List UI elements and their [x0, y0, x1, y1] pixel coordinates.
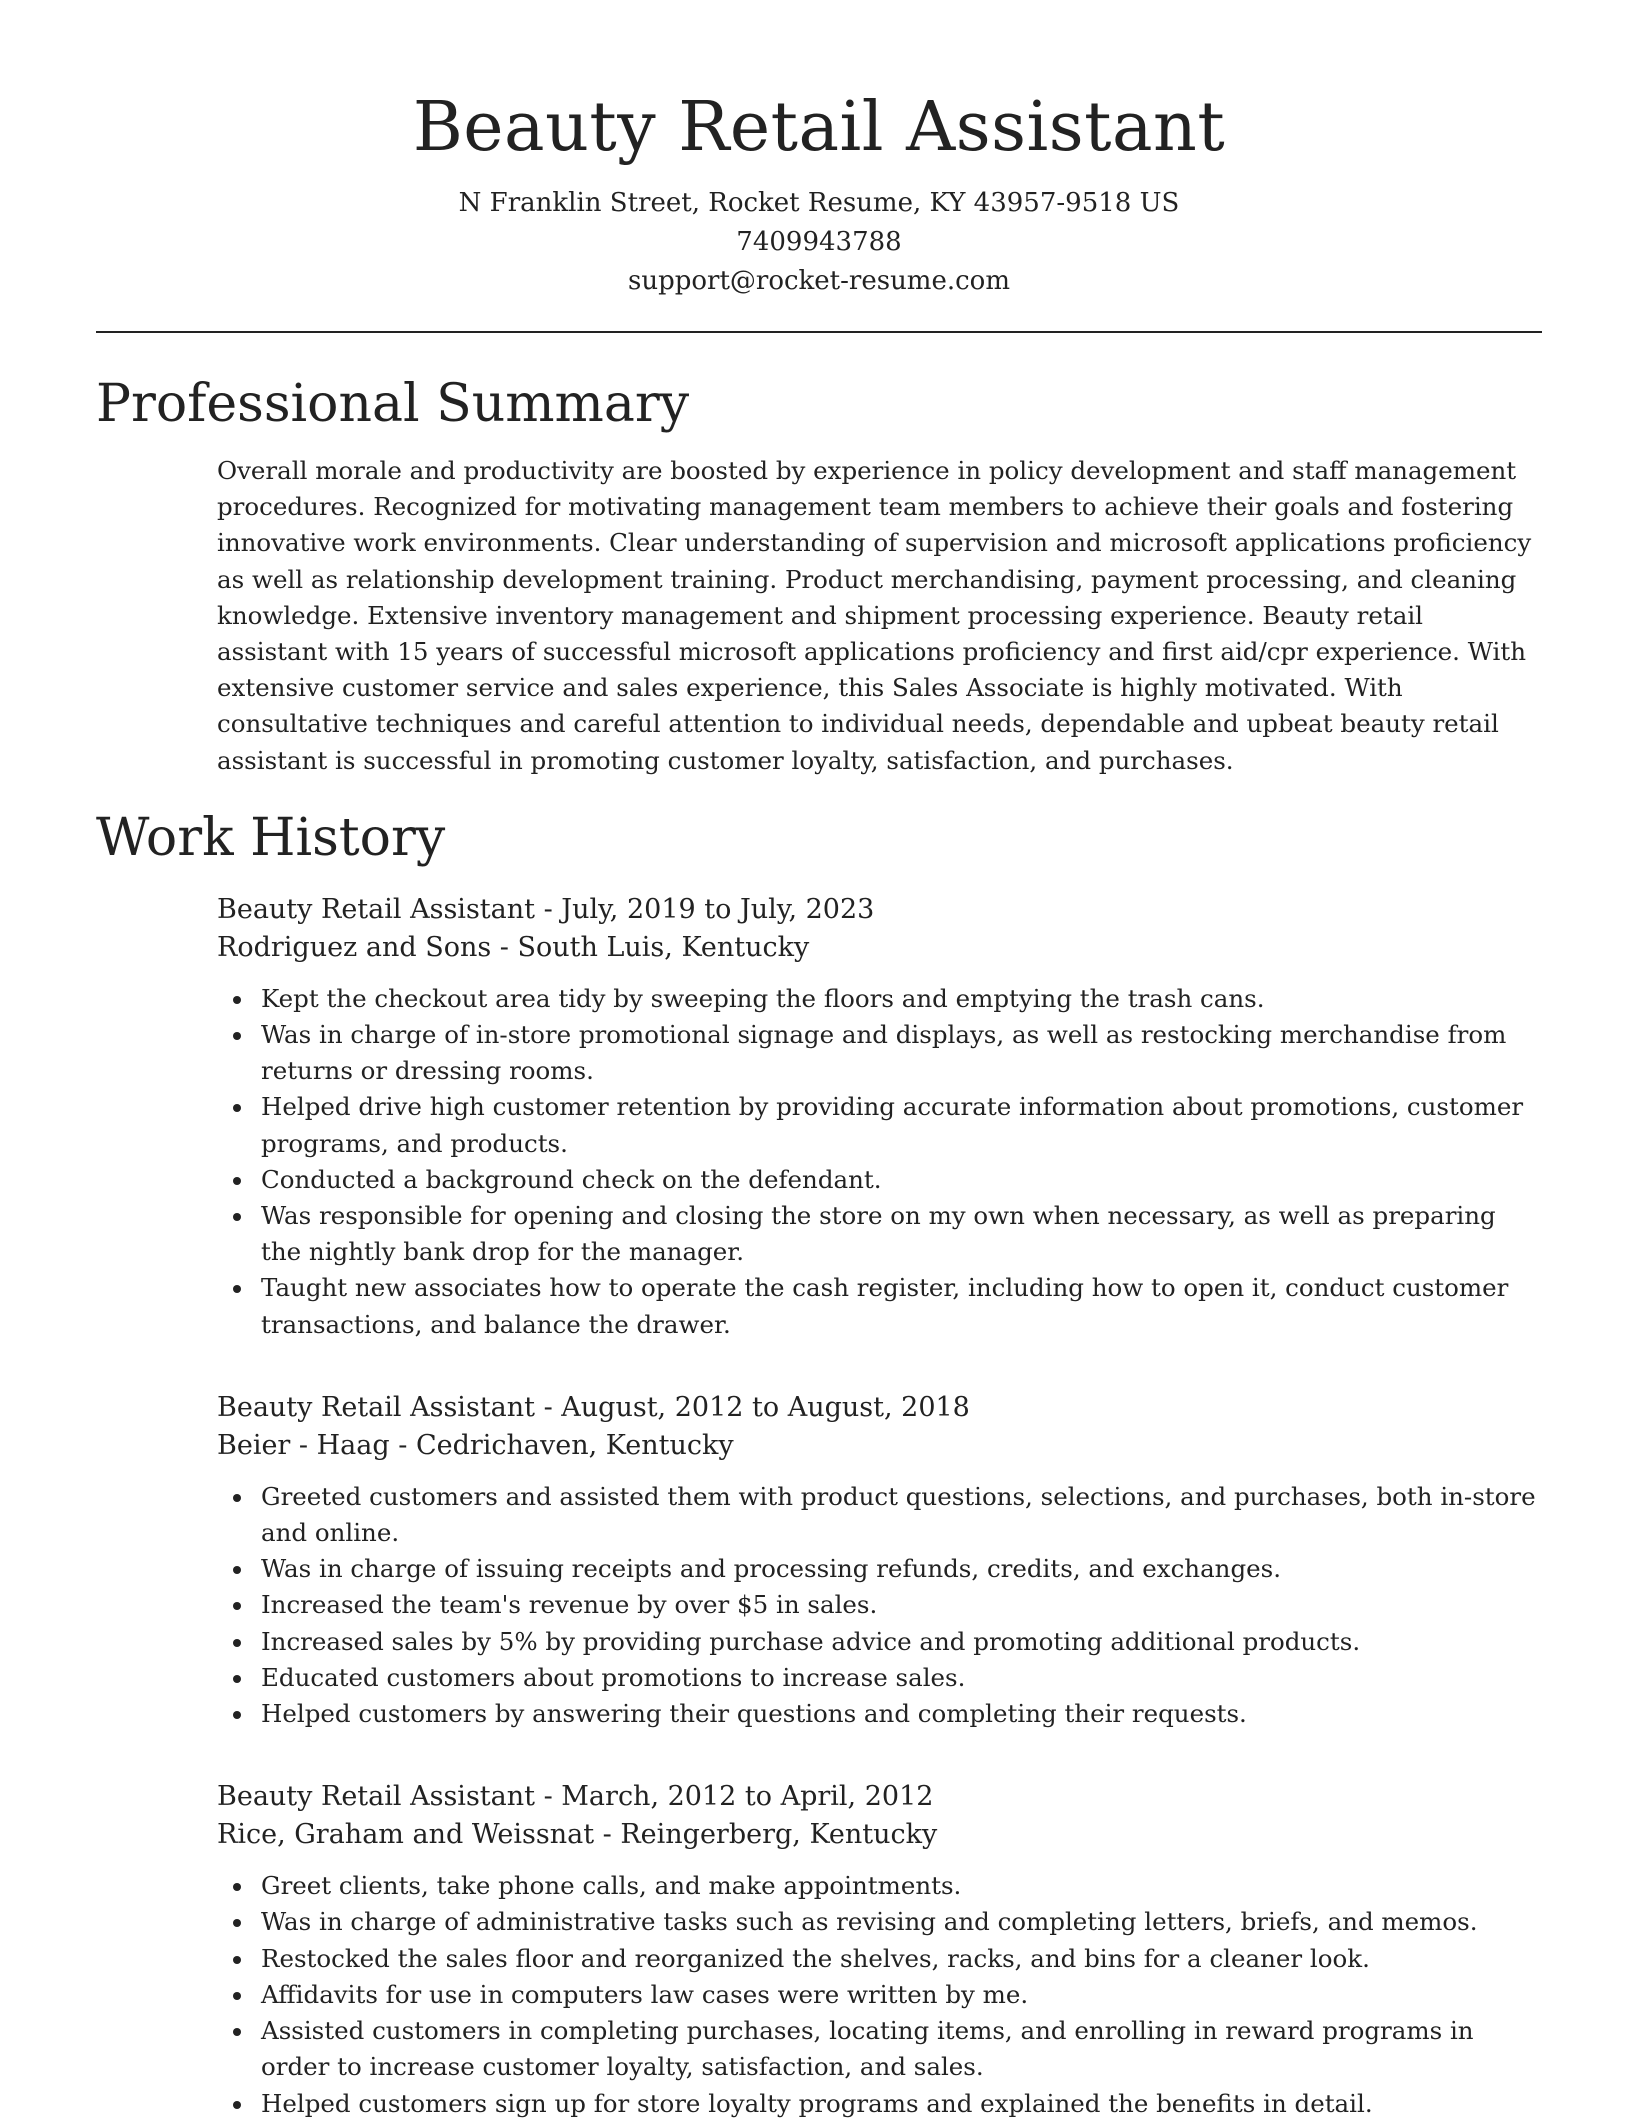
- duty-item: Greet clients, take phone calls, and make appointments.: [217, 1868, 1542, 1904]
- duty-item: Conducted a background check on the defendant.: [217, 1162, 1542, 1198]
- duty-item: Taught new associates how to operate the cash register, including how to open it, conduct customer transactions, and balance the drawer.: [217, 1270, 1542, 1342]
- job-company: Beier - Haag: [217, 1429, 390, 1461]
- header-divider: [96, 331, 1542, 333]
- duty-item: Kept the checkout area tidy by sweeping the floors and emptying the trash cans.: [217, 981, 1542, 1017]
- duty-item: Affidavits for use in computers law cases were written by me.: [217, 1977, 1542, 2013]
- duty-item: Was in charge of administrative tasks such as revising and completing letters, briefs, and memos.: [217, 1904, 1542, 1940]
- job-duties: [217, 1479, 1542, 1732]
- duty-item: Educated customers about promotions to increase sales.: [217, 1660, 1542, 1696]
- contact-phone: 7409943788: [736, 227, 902, 257]
- job-location: - Reingerberg, Kentucky: [594, 1819, 938, 1851]
- summary-text: Overall morale and productivity are boosted by experience in policy development and staff management procedures. Recognized for motivating management team members to achieve their goals and fostering innovative work environments. Clear understanding of supervision and microsoft applications proficiency as well as relationship development training. Product merchandising, payment processing, and cleaning knowledge. Extensive inventory management and shipment processing experience. Beauty retail assistant with 15 years of successful microsoft applications proficiency and first aid/cpr experience. With extensive customer service and sales experience, this Sales Associate is highly motivated. With consultative techniques and careful attention to individual needs, dependable and upbeat beauty retail assistant is successful in promoting customer loyalty, satisfaction, and purchases.: [217, 456, 1532, 775]
- duty-item: Helped customers sign up for store loyalty programs and explained the benefits in detail.: [217, 2086, 1542, 2122]
- duty-item: Helped customers by answering their questions and completing their requests.: [217, 1696, 1542, 1732]
- duty-item: Greeted customers and assisted them with product questions, selections, and purchases, both in-store and online.: [217, 1479, 1542, 1551]
- duty-item: Was responsible for opening and closing the store on my own when necessary, as well as preparing the nightly bank drop for the manager.: [217, 1198, 1542, 1270]
- job-dates: - March, 2012 to April, 2012: [535, 1781, 934, 1813]
- candidate-name: Beauty Retail Assistant: [412, 88, 1226, 167]
- resume-header: [96, 0, 1542, 301]
- job-dates: - July, 2019 to July, 2023: [535, 893, 875, 925]
- duty-item: Assisted customers in completing purchases, locating items, and enrolling in reward programs in order to increase customer loyalty, satisfaction, and sales.: [217, 2013, 1542, 2085]
- duty-item: Helped drive high customer retention by providing accurate information about promotions, customer programs, and products.: [217, 1089, 1542, 1161]
- work-history-list: [217, 891, 1542, 2122]
- job-entry: [217, 1778, 1542, 2121]
- duty-item: Was in charge of issuing receipts and processing refunds, credits, and exchanges.: [217, 1551, 1542, 1587]
- job-company-line: [217, 1427, 1542, 1465]
- job-title-line: [217, 891, 1542, 929]
- job-title-line: [217, 1389, 1542, 1427]
- summary-heading: Professional Summary: [96, 374, 690, 434]
- job-role: Beauty Retail Assistant: [217, 1391, 535, 1423]
- duty-item: Increased sales by 5% by providing purchase advice and promoting additional products.: [217, 1624, 1542, 1660]
- contact-info: [96, 184, 1542, 301]
- duty-item: Increased the team's revenue by over $5 in sales.: [217, 1587, 1542, 1623]
- job-duties: [217, 981, 1542, 1343]
- job-location: - South Luis, Kentucky: [491, 931, 810, 963]
- job-title-line: [217, 1778, 1542, 1816]
- resume-page: [96, 0, 1542, 2122]
- job-company-line: [217, 929, 1542, 967]
- job-role: Beauty Retail Assistant: [217, 1781, 535, 1813]
- job-entry: [217, 891, 1542, 1343]
- job-role: Beauty Retail Assistant: [217, 893, 535, 925]
- job-entry: [217, 1389, 1542, 1732]
- duty-item: Was in charge of in-store promotional signage and displays, as well as restocking merchandise from returns or dressing rooms.: [217, 1017, 1542, 1089]
- work-history-heading: Work History: [96, 807, 446, 868]
- job-duties: [217, 1868, 1542, 2121]
- contact-email: support@rocket-resume.com: [627, 266, 1010, 296]
- contact-address: N Franklin Street, Rocket Resume, KY 43957-9518 US: [458, 188, 1180, 218]
- job-company: Rice, Graham and Weissnat: [217, 1819, 595, 1851]
- job-dates: - August, 2012 to August, 2018: [535, 1391, 970, 1423]
- job-company: Rodriguez and Sons: [217, 931, 492, 963]
- job-location: - Cedrichaven, Kentucky: [389, 1429, 734, 1461]
- job-company-line: [217, 1816, 1542, 1854]
- duty-item: Restocked the sales floor and reorganized the shelves, racks, and bins for a cleaner look.: [217, 1941, 1542, 1977]
